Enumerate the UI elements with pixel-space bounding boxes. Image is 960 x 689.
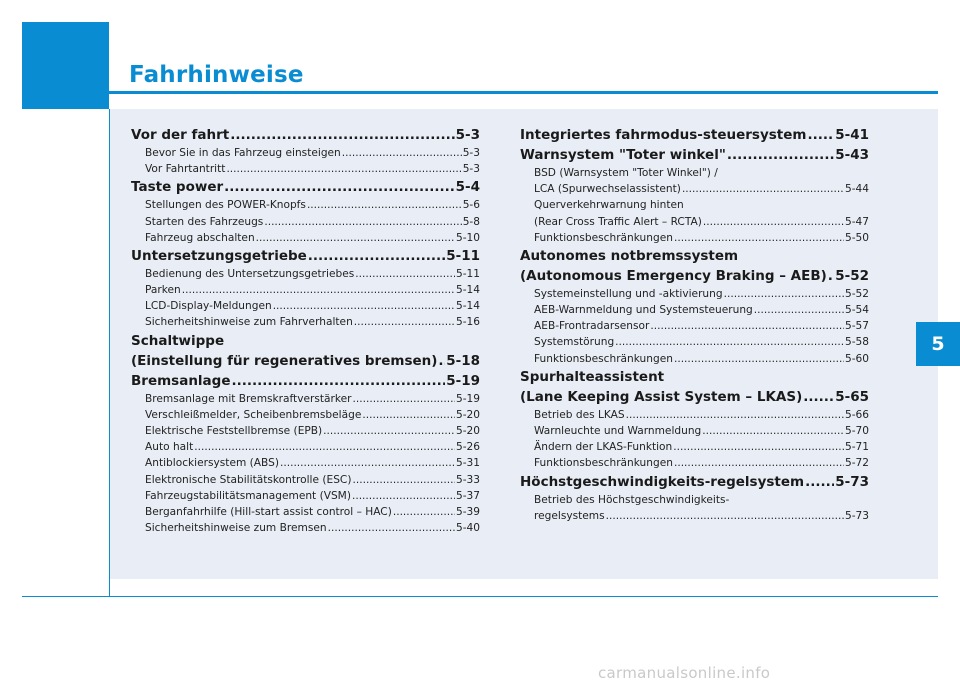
toc-page-number: 5-39 <box>455 505 480 518</box>
toc-leader-dots <box>182 282 455 298</box>
toc-page-number: 5-47 <box>844 215 869 228</box>
toc-entry-title: Starten des Fahrzeugs <box>145 215 264 228</box>
toc-leader-dots <box>352 472 454 488</box>
toc-leader-dots <box>438 351 445 371</box>
toc-entry-line: Schaltwippe <box>131 332 225 349</box>
toc-leader-dots <box>805 472 834 492</box>
toc-sub-entry[interactable] <box>520 286 869 302</box>
toc-leader-dots <box>264 214 461 230</box>
chapter-tab[interactable]: 5 <box>916 322 960 366</box>
toc-page-number: 5-41 <box>835 127 869 143</box>
toc-page-number: 5-54 <box>844 304 869 317</box>
toc-sub-entry[interactable] <box>131 423 480 439</box>
toc-page-number: 5-20 <box>455 408 480 421</box>
toc-sub-entry[interactable] <box>520 351 869 367</box>
toc-column-left <box>131 125 480 536</box>
chapter-header-block <box>22 22 109 109</box>
toc-leader-dots <box>803 387 834 407</box>
toc-entry-title: Bremsanlage <box>131 372 231 389</box>
toc-leader-dots <box>682 181 844 197</box>
toc-entry-title: Elektrische Feststellbremse (EPB) <box>145 425 323 438</box>
toc-leader-dots <box>273 298 455 314</box>
toc-page-number: 5-65 <box>835 388 869 405</box>
toc-entry-title: Bevor Sie in das Fahrzeug einsteigen <box>145 146 341 159</box>
toc-leader-dots <box>828 266 834 286</box>
toc-sub-entry[interactable] <box>520 181 869 197</box>
toc-entry-title: (Rear Cross Traffic Alert – RCTA) <box>534 215 702 228</box>
toc-page-number: 5-52 <box>835 267 869 284</box>
toc-entry-title: Fahrzeugstabilitätsmanagement (VSM) <box>145 489 351 502</box>
toc-entry-title: Untersetzungsgetriebe <box>131 247 307 264</box>
toc-page-number: 5-14 <box>455 284 480 297</box>
toc-leader-dots <box>615 335 844 351</box>
toc-entry-title: LCA (Spurwechselassistent) <box>534 183 681 196</box>
toc-page-number: 5-20 <box>455 425 480 438</box>
toc-page-number: 5-4 <box>455 179 480 196</box>
toc-sub-entry[interactable] <box>131 161 480 177</box>
toc-leader-dots <box>256 230 455 246</box>
toc-leader-dots <box>354 315 455 331</box>
toc-page-number: 5-37 <box>455 489 480 502</box>
toc-leader-dots <box>674 230 844 246</box>
toc-leader-dots <box>280 455 455 471</box>
toc-leader-dots <box>323 423 455 439</box>
toc-page-number: 5-16 <box>455 316 480 329</box>
toc-sub-entry[interactable] <box>131 472 480 488</box>
toc-sub-entry[interactable] <box>520 423 869 439</box>
watermark: carmanualsonline.info <box>598 664 771 682</box>
toc-sub-entry[interactable] <box>131 298 480 314</box>
toc-page-number: 5-71 <box>844 441 869 454</box>
toc-sub-entry[interactable] <box>131 145 480 161</box>
toc-entry-title: Bremsanlage mit Bremskraftverstärker <box>145 392 352 405</box>
toc-leader-dots <box>307 197 462 213</box>
toc-sub-entry[interactable] <box>520 302 869 318</box>
toc-sub-entry[interactable] <box>131 315 480 331</box>
toc-page-number: 5-70 <box>844 425 869 438</box>
toc-leader-dots <box>352 488 455 504</box>
toc-leader-dots <box>328 520 455 536</box>
page-title: Fahrhinweise <box>129 62 304 88</box>
toc-entry-line: Autonomes notbremssystem <box>520 247 739 264</box>
toc-column-right <box>520 125 869 524</box>
toc-leader-dots <box>342 145 462 161</box>
toc-leader-dots <box>674 351 844 367</box>
title-underline <box>109 91 938 94</box>
toc-page-number: 5-57 <box>844 320 869 333</box>
toc-main-entry[interactable] <box>520 266 869 286</box>
toc-leader-dots <box>226 161 461 177</box>
toc-sub-entry[interactable] <box>131 197 480 213</box>
toc-leader-dots <box>703 214 844 230</box>
toc-main-entry[interactable] <box>131 351 480 371</box>
toc-page-number: 5-31 <box>455 457 480 470</box>
toc-page-number: 5-44 <box>844 183 869 196</box>
toc-entry-title: Ändern der LKAS-Funktion <box>534 441 673 454</box>
toc-entry-title: LCD-Display-Meldungen <box>145 300 272 313</box>
toc-page-number: 5-6 <box>462 199 480 212</box>
toc-page-number: 5-40 <box>455 522 480 535</box>
toc-sub-entry[interactable] <box>520 335 869 351</box>
toc-leader-dots <box>650 318 844 334</box>
toc-leader-dots <box>807 125 834 145</box>
toc-page-number: 5-10 <box>455 231 480 244</box>
toc-entry-title: Taste power <box>131 179 224 196</box>
toc-leader-dots <box>308 246 445 266</box>
toc-entry-title: Vor Fahrtantritt <box>145 163 226 176</box>
toc-main-entry[interactable] <box>520 125 869 145</box>
toc-sub-entry[interactable] <box>520 407 869 423</box>
toc-page-number: 5-73 <box>844 509 869 522</box>
toc-page-number: 5-18 <box>446 352 480 369</box>
toc-leader-dots <box>626 407 844 423</box>
toc-entry-title: Funktionsbeschränkungen <box>534 457 673 470</box>
toc-entry-title: Bedienung des Untersetzungsgetriebes <box>145 267 355 280</box>
toc-page-number: 5-14 <box>455 300 480 313</box>
toc-sub-entry[interactable] <box>131 230 480 246</box>
toc-entry-title: (Lane Keeping Assist System – LKAS) <box>520 388 803 405</box>
toc-entry-line: Betrieb des Höchstgeschwindigkeits- <box>534 493 730 506</box>
toc-entry-title: Funktionsbeschränkungen <box>534 352 673 365</box>
toc-entry-title: Sicherheitshinweise zum Bremsen <box>145 522 327 535</box>
toc-main-entry[interactable] <box>520 387 869 407</box>
toc-main-entry[interactable] <box>520 472 869 492</box>
toc-sub-entry[interactable] <box>520 439 869 455</box>
toc-leader-dots <box>230 125 454 145</box>
toc-entry-title: Fahrzeug abschalten <box>145 231 255 244</box>
toc-entry-title: Parken <box>145 284 181 297</box>
toc-entry-title: Integriertes fahrmodus-steuersystem <box>520 127 807 143</box>
toc-main-entry[interactable] <box>520 145 869 165</box>
toc-entry-title: Funktionsbeschränkungen <box>534 231 673 244</box>
toc-entry-title: Sicherheitshinweise zum Fahrverhalten <box>145 316 353 329</box>
toc-entry-title: Auto halt <box>145 441 194 454</box>
toc-entry-title: AEB-Frontradarsensor <box>534 320 650 333</box>
toc-leader-dots <box>674 455 844 471</box>
toc-page-number: 5-11 <box>455 267 480 280</box>
toc-main-entry[interactable] <box>131 125 480 145</box>
toc-leader-dots <box>673 439 844 455</box>
toc-page-number: 5-11 <box>446 247 480 264</box>
toc-page-number: 5-3 <box>462 163 480 176</box>
toc-page-number: 5-3 <box>462 146 480 159</box>
toc-sub-entry[interactable] <box>131 214 480 230</box>
toc-sub-entry[interactable] <box>520 214 869 230</box>
toc-entry-title: AEB-Warnmeldung und Systemsteuerung <box>534 304 753 317</box>
toc-entry-title: Warnleuchte und Warnmeldung <box>534 425 702 438</box>
toc-page-number: 5-26 <box>455 441 480 454</box>
toc-page-number: 5-3 <box>455 127 480 143</box>
toc-entry-title: Systemeinstellung und -aktivierung <box>534 287 723 300</box>
toc-entry-title: Betrieb des LKAS <box>534 408 625 421</box>
toc-page-number: 5-66 <box>844 408 869 421</box>
toc-sub-entry[interactable] <box>520 230 869 246</box>
toc-entry-title: Warnsystem "Toter winkel" <box>520 147 726 163</box>
toc-page-number: 5-19 <box>446 372 480 389</box>
toc-entry-title: regelsystems <box>534 509 605 522</box>
toc-entry-line: Spurhalteassistent <box>520 368 665 385</box>
toc-page-number: 5-43 <box>835 147 869 163</box>
toc-entry-title: Höchstgeschwindigkeits-regelsystem <box>520 473 805 490</box>
toc-leader-dots <box>393 504 455 520</box>
toc-main-entry[interactable] <box>131 246 480 266</box>
toc-page-number: 5-58 <box>844 336 869 349</box>
toc-entry-title: (Autonomous Emergency Braking – AEB) <box>520 267 827 284</box>
toc-entry-title: Elektronische Stabilitätskontrolle (ESC) <box>145 473 352 486</box>
toc-entry-title: Systemstörung <box>534 336 615 349</box>
toc-entry-line: BSD (Warnsystem "Toter Winkel") / <box>534 167 718 179</box>
toc-entry-title: Stellungen des POWER-Knopfs <box>145 199 306 212</box>
toc-sub-entry[interactable] <box>131 504 480 520</box>
toc-page-number: 5-50 <box>844 231 869 244</box>
toc-main-entry[interactable] <box>131 177 480 197</box>
toc-entry-title: (Einstellung für regeneratives bremsen) <box>131 352 438 369</box>
toc-leader-dots <box>724 286 844 302</box>
toc-page-number: 5-73 <box>835 473 869 490</box>
toc-leader-dots <box>362 407 455 423</box>
toc-page-number: 5-72 <box>844 457 869 470</box>
toc-sub-entry[interactable] <box>131 407 480 423</box>
toc-leader-dots <box>194 439 455 455</box>
toc-sub-entry[interactable] <box>520 318 869 334</box>
toc-sub-entry[interactable] <box>131 282 480 298</box>
toc-sub-entry[interactable] <box>520 455 869 471</box>
toc-page-number: 5-60 <box>844 352 869 365</box>
toc-leader-dots <box>702 423 844 439</box>
toc-leader-dots <box>754 302 844 318</box>
toc-entry-title: Antiblockiersystem (ABS) <box>145 457 279 470</box>
toc-sub-entry[interactable] <box>131 266 480 282</box>
toc-leader-dots <box>355 266 455 282</box>
toc-sub-entry[interactable] <box>131 439 480 455</box>
toc-entry-title: Berganfahrhilfe (Hill-start assist control – HAC) <box>145 505 392 518</box>
toc-main-entry[interactable] <box>131 371 480 391</box>
toc-leader-dots <box>224 177 454 197</box>
toc-entry-line: Querverkehrwarnung hinten <box>534 199 684 212</box>
bottom-rule <box>22 596 938 597</box>
toc-sub-entry[interactable] <box>131 520 480 536</box>
toc-page-number: 5-33 <box>455 473 480 486</box>
toc-entry-title: Verschleißmelder, Scheibenbremsbeläge <box>145 408 362 421</box>
toc-entry-title: Vor der fahrt <box>131 127 230 143</box>
toc-page-number: 5-19 <box>455 392 480 405</box>
toc-page-number: 5-8 <box>462 215 480 228</box>
toc-sub-entry[interactable] <box>131 488 480 504</box>
toc-sub-entry[interactable] <box>131 455 480 471</box>
toc-page-number: 5-52 <box>844 287 869 300</box>
toc-leader-dots <box>606 508 844 524</box>
toc-sub-entry[interactable] <box>520 508 869 524</box>
toc-leader-dots <box>231 371 445 391</box>
toc-leader-dots <box>727 145 834 165</box>
toc-leader-dots <box>353 391 455 407</box>
toc-sub-entry[interactable] <box>131 391 480 407</box>
